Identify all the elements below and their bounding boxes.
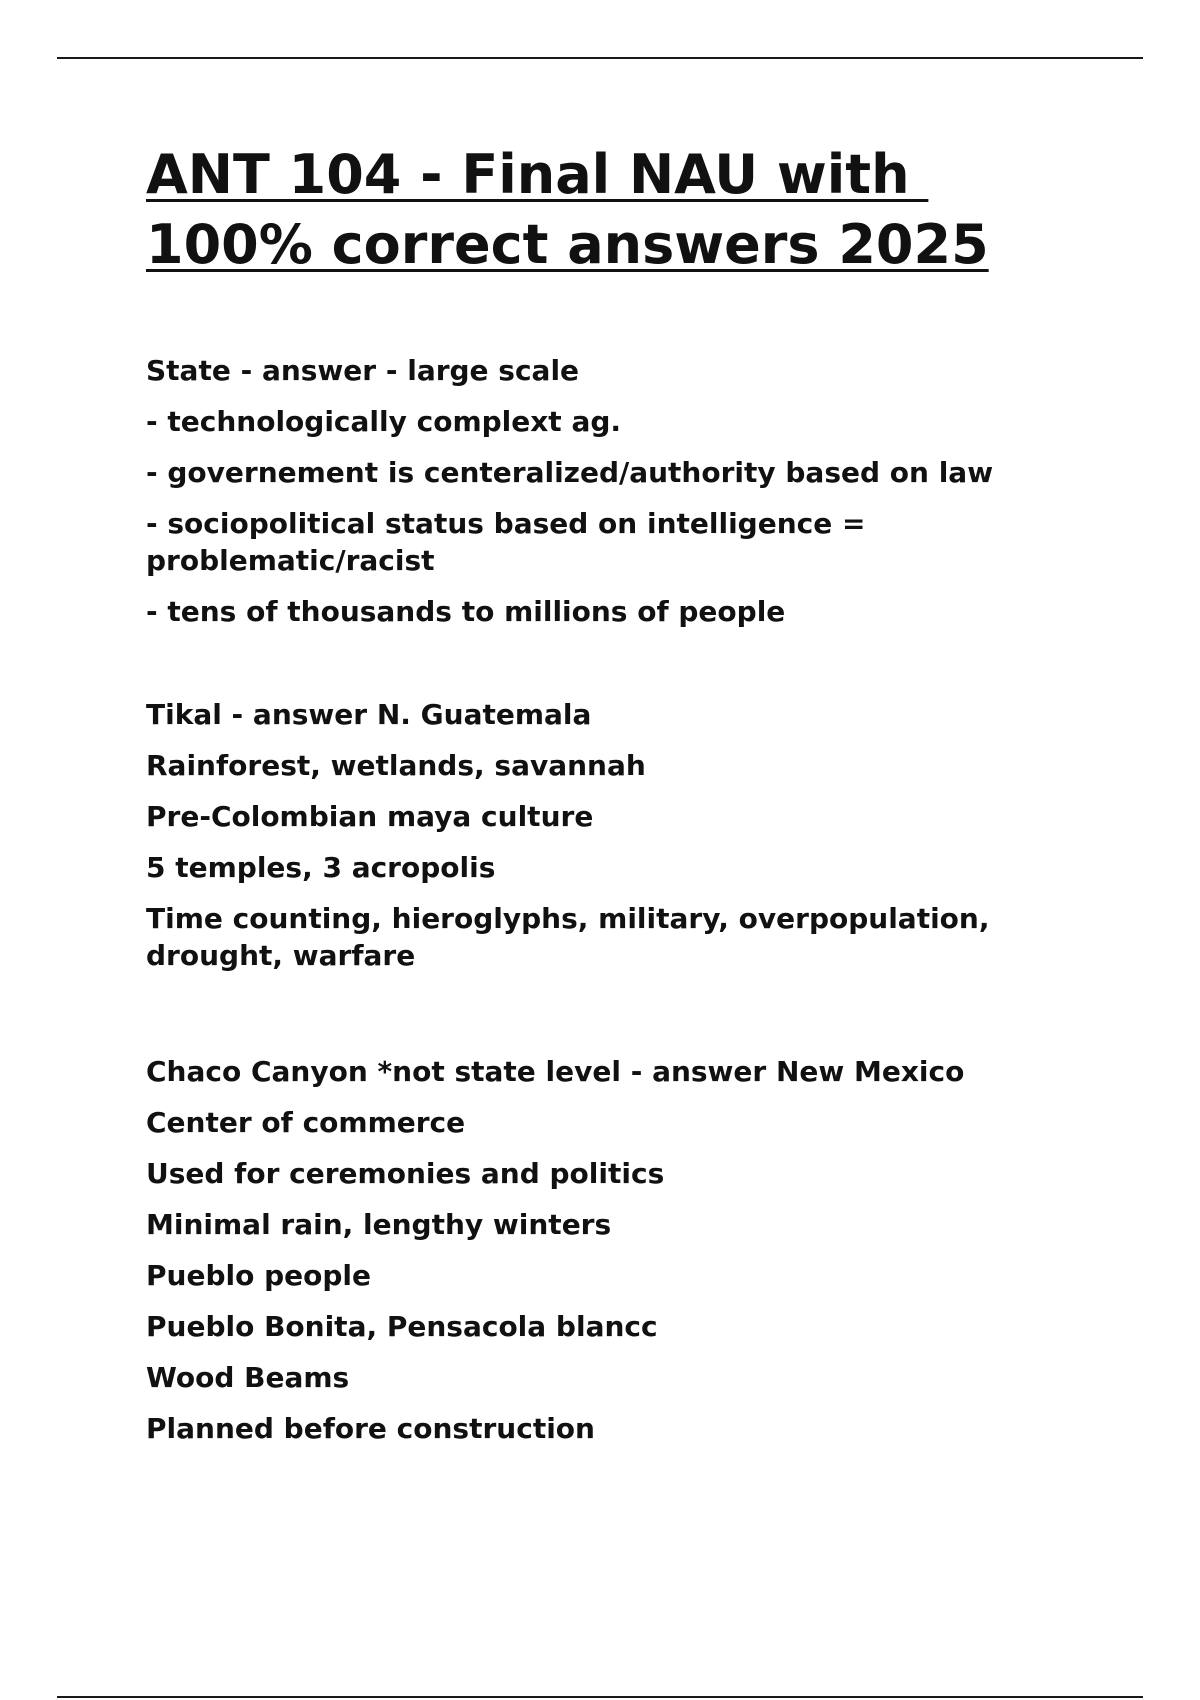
card-line: Rainforest, wetlands, savannah — [146, 749, 646, 782]
title-line-2: 100% correct answers 2025 — [146, 213, 989, 276]
card-line: Pueblo Bonita, Pensacola blancc — [146, 1310, 658, 1343]
card-line: Minimal rain, lengthy winters — [146, 1208, 612, 1241]
card-line: State - answer - large scale — [146, 354, 580, 387]
card-line: Planned before construction — [146, 1412, 595, 1445]
bottom-rule — [57, 1696, 1143, 1698]
card-line: Pre-Colombian maya culture — [146, 800, 594, 833]
document-body — [146, 140, 1066, 1447]
card-line: Center of commerce — [146, 1106, 466, 1139]
card-line: - tens of thousands to millions of people — [146, 595, 786, 628]
card-line: - technologically complext ag. — [146, 405, 622, 438]
title-line-1: ANT 104 - Final NAU with — [146, 143, 929, 206]
card-line: - governement is centeralized/authority based on law — [146, 456, 994, 489]
card-line: - sociopolitical status based on intelligence = problematic/racist — [146, 507, 866, 577]
card-line: Time counting, hieroglyphs, military, overpopulation, drought, warfare — [146, 902, 990, 972]
card-line: Wood Beams — [146, 1361, 350, 1394]
document-title — [146, 140, 1066, 280]
card-chaco-canyon — [146, 1053, 1066, 1447]
top-rule — [57, 57, 1143, 59]
card-line: Chaco Canyon *not state level - answer New Mexico — [146, 1055, 965, 1088]
card-line: Tikal - answer N. Guatemala — [146, 698, 592, 731]
card-tikal — [146, 696, 1066, 974]
card-line: Used for ceremonies and politics — [146, 1157, 665, 1190]
card-state — [146, 352, 1066, 630]
card-line: 5 temples, 3 acropolis — [146, 851, 496, 884]
card-line: Pueblo people — [146, 1259, 371, 1292]
